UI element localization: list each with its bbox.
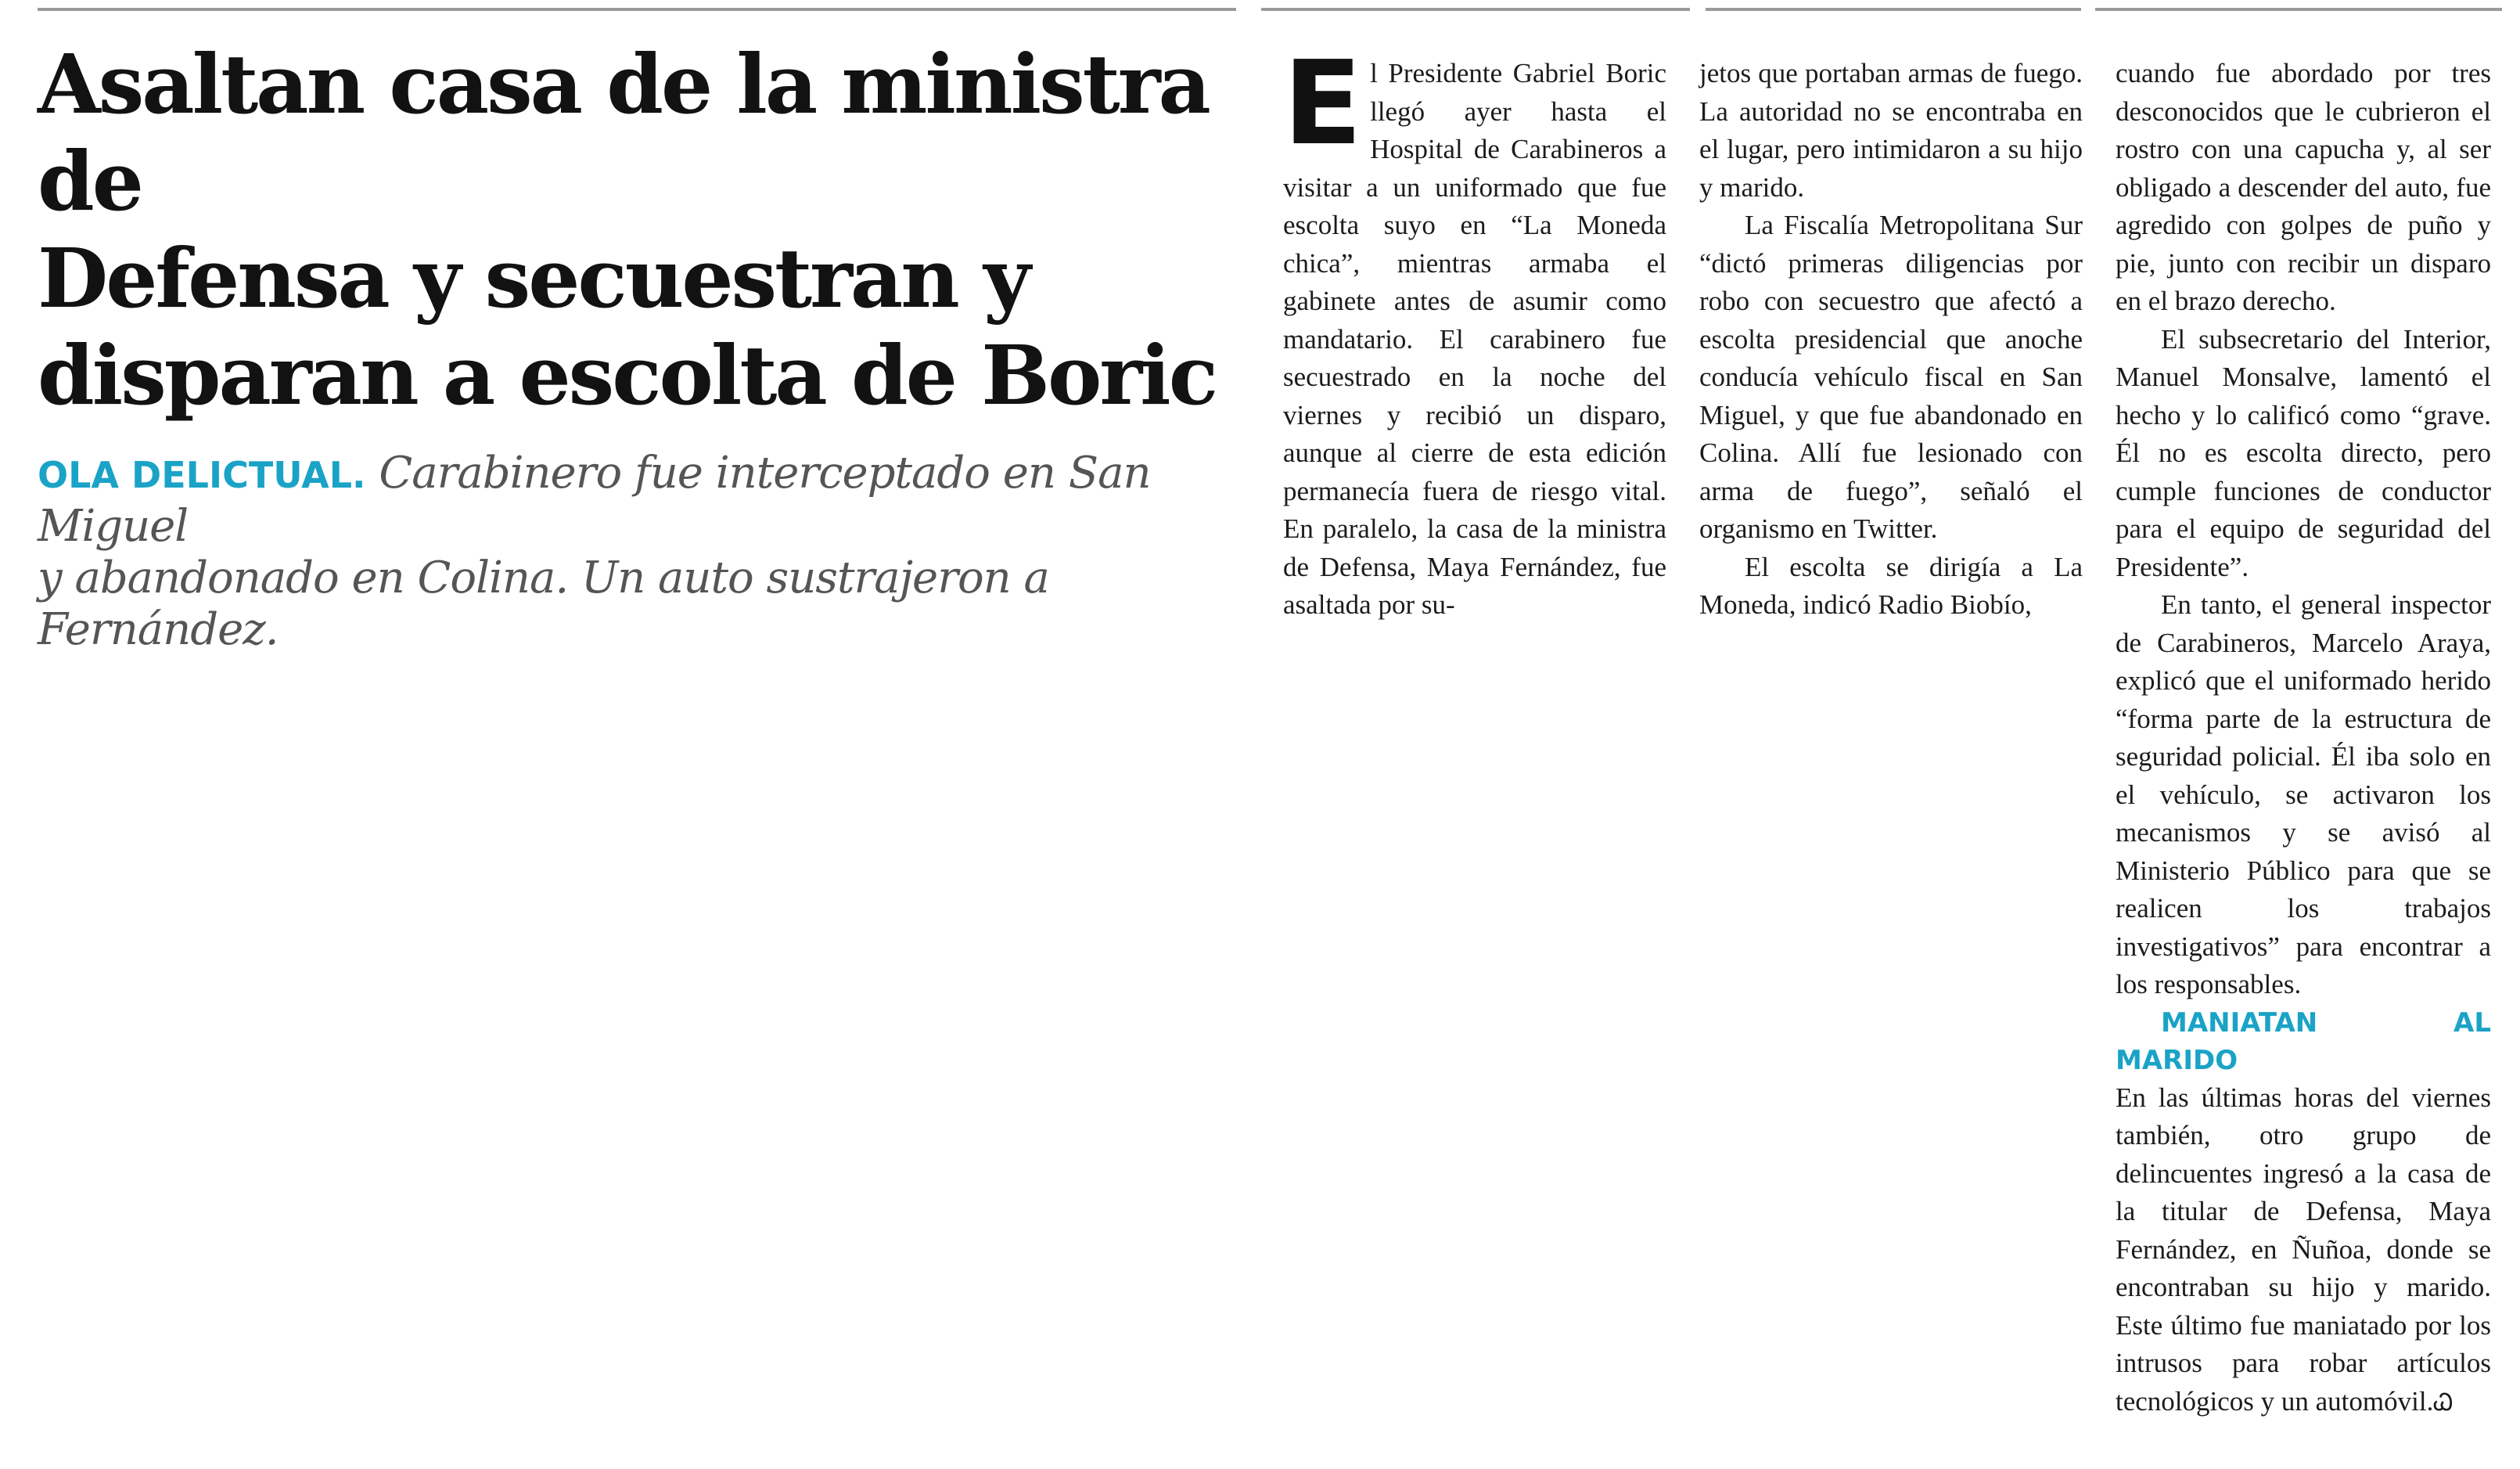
paragraph: La Fiscalía Metropolitana Sur “dictó primeras diligencias por robo con secuestro que afectó a escolta presidencial que anoche conducía vehículo fiscal en San Miguel, y que fue abandonado en Colina. Allí fue lesionado con arma de fuego”, señaló el organismo en Twitter.: [1699, 210, 2083, 544]
headline: [38, 36, 1242, 424]
subheading: MANIATAN AL MARIDO: [2116, 1006, 2491, 1076]
top-rule-col2: [1706, 8, 2081, 11]
top-rule-col1: [1261, 8, 1690, 11]
top-rule-headline: [38, 8, 1236, 11]
drop-cap: E: [1283, 36, 1363, 171]
paragraph: El subsecretario del Interior, Manuel Monsalve, lamentó el hecho y lo calificó como “grave. Él no es escolta directo, pero cumple funciones de conductor para el equipo de seguridad del Presidente”.: [2116, 323, 2491, 582]
deck: [38, 448, 1242, 656]
article-column-3: [2116, 55, 2491, 1422]
headline-line: Defensa y secuestran y: [38, 230, 1029, 326]
paragraph: El escolta se dirigía a La Moneda, indicó Radio Biobío,: [1699, 551, 2083, 620]
paragraph-text: l Presidente Gabriel Boric llegó ayer hasta el Hospital de Carabineros a visitar a un uniformado que fue escolta suyo en “La Moneda chica”, mientras armaba el gabinete antes de asumir como mandatario. El carabinero fue secuestrado en la noche del viernes y recibió un disparo, aunque al cierre de esta edición permanecía fuera de riesgo vital. En paralelo, la casa de la ministra de Defensa, Maya Fernández, fue asaltada por su-: [1283, 58, 1666, 620]
paragraph: En tanto, el general inspector de Carabineros, Marcelo Araya, explicó que el uniformado herido “forma parte de la estructura de seguridad policial. Él iba solo en el vehículo, se activaron los mecanismos y se avisó al Ministerio Público para que se realicen los trabajos investigativos” para encontrar a los responsables.: [2116, 589, 2491, 999]
top-rule-col3: [2095, 8, 2502, 11]
kicker: OLA DELICTUAL.: [38, 454, 366, 496]
headline-line: disparan a escolta de Boric: [38, 327, 1217, 423]
deck-line: y abandonado en Colina. Un auto sustrajeron a Fernández.: [38, 553, 1049, 655]
paragraph: [1283, 36, 1666, 625]
headline-block: [38, 36, 1242, 656]
headline-line: Asaltan casa de la ministra de: [38, 36, 1209, 229]
end-mark-icon: Ꮗ: [2433, 1388, 2453, 1417]
paragraph: jetos que portaban armas de fuego. La autoridad no se encontraba en el lugar, pero intimidaron a su hijo y marido.: [1699, 58, 2083, 203]
paragraph: [2116, 1079, 2491, 1423]
deck-line: Carabinero fue interceptado en San Miguel: [38, 448, 1151, 552]
article-column-1: [1283, 36, 1666, 625]
paragraph-text: En las últimas horas del viernes también, otro grupo de delincuentes ingresó a la casa de la titular de Defensa, Maya Fernández, en Ñuñoa, donde se encontraban su hijo y marido. Este último fue maniatado por los intrusos para robar artículos tecnológicos y un automóvil.: [2116, 1082, 2491, 1417]
article-column-2: [1699, 55, 2083, 625]
paragraph: cuando fue abordado por tres desconocidos que le cubrieron el rostro con una capucha y, al ser obligado a descender del auto, fue agredido con golpes de puño y pie, junto con recibir un disparo en el brazo derecho.: [2116, 58, 2491, 316]
